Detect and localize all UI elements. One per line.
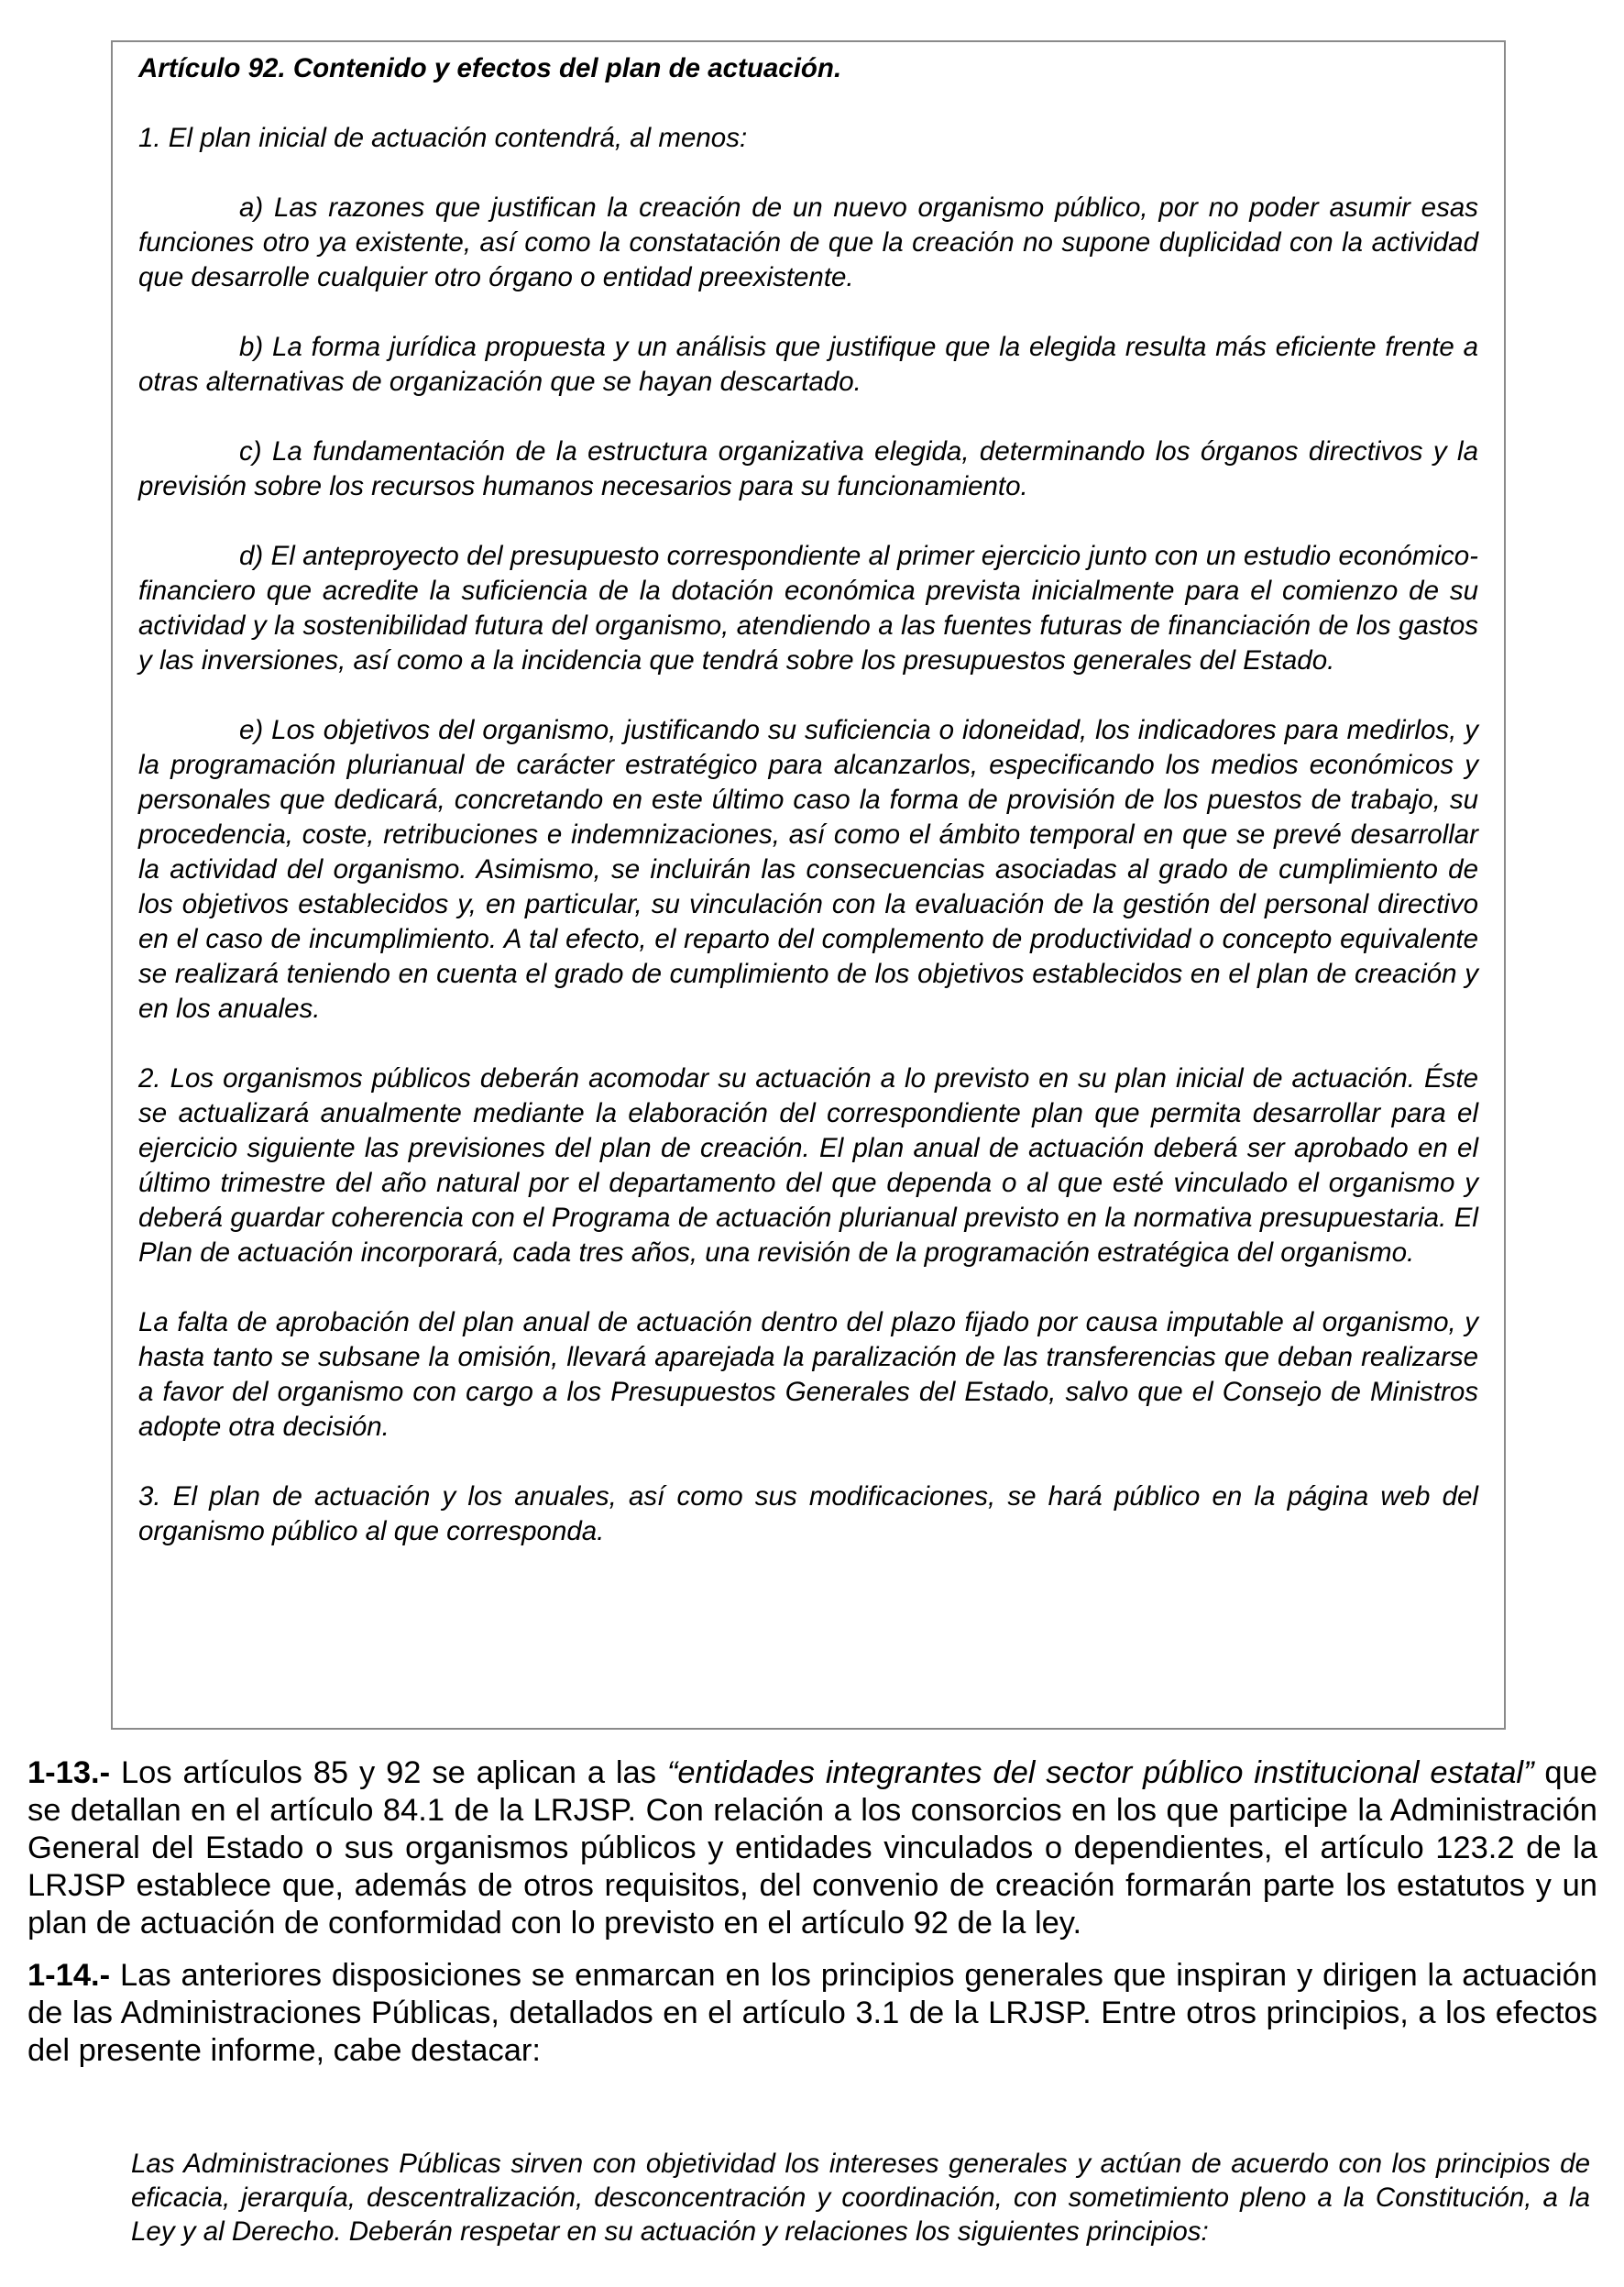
article-item-e: e) Los objetivos del organismo, justificando su suficiencia o idoneidad, los indicadores para medirlos, y la programación plurianual de carácter estratégico para alcanzarlos, especificando los medios económicos y personales que dedicará, concretando en este último caso la forma de provisión de los puestos de trabajo, su procedencia, coste, retribuciones e indemnizaciones, así como el ámbito temporal en que se prevé desarrollar la actividad del organismo. Asimismo, se incluirán las consecuencias asociadas al grado de cumplimiento de los objetivos establecidos y, en particular, su vinculación con la evaluación de la gestión del personal directivo en el caso de incumplimiento. A tal efecto, el reparto del complemento de productividad o concepto equivalente se realizará teniendo en cuenta el grado de cumplimiento de los objetivos establecidos en el plan de creación y en los anuales.	[138, 715, 1478, 1024]
article-paragraph-2b: La falta de aprobación del plan anual de actuación dentro del plazo fijado por causa imputable al organismo, y hasta tanto se subsane la omisión, llevará aparejada la paralización de las transferencias que deban realizarse a favor del organismo con cargo a los Presupuestos Generales del Estado, salvo que el Consejo de Ministros adopte otra decisión.	[138, 1307, 1478, 1442]
paragraph-1-13-quote: “entidades integrantes del sector público institucional estatal”	[666, 1755, 1534, 1790]
paragraph-1-14-body: Las anteriores disposiciones se enmarcan en los principios generales que inspiran y dirigen la actuación de las Administraciones Públicas, detallados en el artículo 3.1 de la LRJSP. Entre otros principios, a los efectos del presente informe, cabe destacar:	[27, 1958, 1597, 2068]
principles-quote-block	[131, 2147, 1590, 2249]
article-paragraph-3: 3. El plan de actuación y los anuales, así como sus modificaciones, se hará público en la página web del organismo público al que corresponda.	[138, 1481, 1478, 1546]
paragraph-1-14-number: 1-14.-	[27, 1958, 111, 1993]
article-92-box	[111, 40, 1506, 1730]
article-item-b: b) La forma jurídica propuesta y un análisis que justifique que la elegida resulta más eficiente frente a otras alternativas de organización que se hayan descartado.	[138, 332, 1478, 397]
article-92-content	[138, 51, 1478, 1549]
article-item-c: c) La fundamentación de la estructura organizativa elegida, determinando los órganos directivos y la previsión sobre los recursos humanos necesarios para su funcionamiento.	[138, 436, 1478, 501]
paragraph-1-14-text	[27, 1957, 1597, 2070]
paragraph-1-13	[27, 1754, 1597, 1942]
paragraph-1-14	[27, 1957, 1597, 2070]
paragraph-1-13-text-after: que se detallan en el artículo 84.1 de la LRJSP. Con relación a los consorcios en los que participe la Administración General del Estado o sus organismos públicos y entidades vinculados o dependientes, el artículo 123.2 de la LRJSP establece que, además de otros requisitos, del convenio de creación formarán parte los estatutos y un plan de actuación de conformidad con lo previsto en el artículo 92 de la ley.	[27, 1755, 1597, 1941]
paragraph-1-13-number: 1-13.-	[27, 1755, 111, 1790]
article-paragraph-1-intro: 1. El plan inicial de actuación contendrá, al menos:	[138, 123, 748, 153]
principles-quote-text: Las Administraciones Públicas sirven con objetividad los intereses generales y actúan de acuerdo con los principios de eficacia, jerarquía, descentralización, desconcentración y coordinación, con sometimiento pleno a la Constitución, a la Ley y al Derecho. Deberán respetar en su actuación y relaciones los siguientes principios:	[131, 2149, 1590, 2247]
paragraph-1-13-text	[27, 1754, 1597, 1942]
article-paragraph-2: 2. Los organismos públicos deberán acomodar su actuación a lo previsto en su plan inicial de actuación. Éste se actualizará anualmente mediante la elaboración del correspondiente plan que permita desarrollar para el ejercicio siguiente las previsiones del plan de creación. El plan anual de actuación deberá ser aprobado en el último trimestre del año natural por el departamento del que dependa o al que esté vinculado el organismo y deberá guardar coherencia con el Programa de actuación plurianual previsto en la normativa presupuestaria. El Plan de actuación incorporará, cada tres años, una revisión de la programación estratégica del organismo.	[138, 1063, 1478, 1268]
article-title: Artículo 92. Contenido y efectos del plan de actuación.	[138, 53, 842, 83]
article-item-d: d) El anteproyecto del presupuesto correspondiente al primer ejercicio junto con un estudio económico-financiero que acredite la suficiencia de la dotación económica prevista inicialmente para el comienzo de su actividad y la sostenibilidad futura del organismo, atendiendo a las fuentes futuras de financiación de los gastos y las inversiones, así como a la incidencia que tendrá sobre los presupuestos generales del Estado.	[138, 541, 1478, 676]
article-item-a: a) Las razones que justifican la creación de un nuevo organismo público, por no poder asumir esas funciones otro ya existente, así como la constatación de que la creación no supone duplicidad con la actividad que desarrolle cualquier otro órgano o entidad preexistente.	[138, 192, 1478, 292]
paragraph-1-13-text-before: Los artículos 85 y 92 se aplican a las	[110, 1755, 667, 1790]
